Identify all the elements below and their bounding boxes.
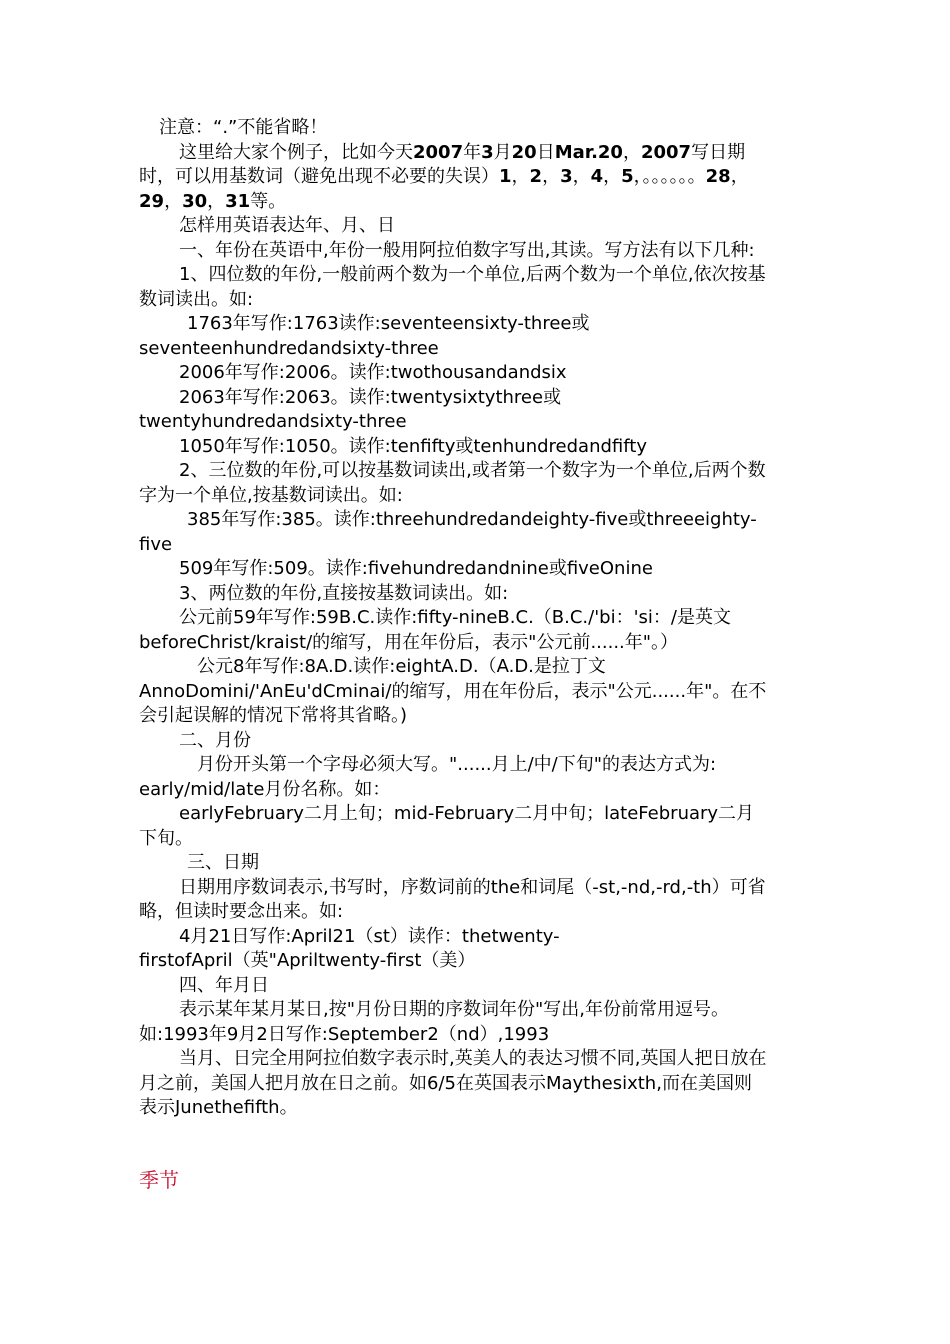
text-line-ex385a: [139, 508, 819, 533]
text-run: ，。。。。。。: [633, 166, 706, 187]
text-run: AnnoDomini/'AnEu'dCminai/的缩写，用在年份后，表示"公元......年"。在不: [139, 680, 767, 702]
text-run: 2006年写作:2006。读作:twothousandandsix: [179, 362, 567, 383]
text-line-ex2063a: [139, 386, 819, 411]
text-line-ex385b: [139, 533, 819, 558]
text-line-m1b: [139, 778, 819, 803]
text-line-howto: [139, 214, 819, 239]
text-run: 月之前，美国人把月放在日之前。如6/5在英国表示Maythesixth,而在美国则: [139, 1072, 752, 1094]
text-run: 385年写作:385。读作:threehundredandeighty-five或threeeighty-: [187, 509, 757, 530]
text-run: 略，但读时要念出来。如:: [139, 901, 344, 922]
bold-number: 29: [139, 190, 165, 212]
text-run: 公元8年写作:8A.D.读作:eightA.D.（A.D.是拉丁文: [197, 656, 606, 677]
text-line-sec3: [139, 851, 819, 876]
text-run: early/mid/late月份名称。如：: [139, 778, 391, 800]
text-line-bc59a: [139, 606, 819, 631]
text-run: 日: [536, 141, 555, 163]
text-run: ，: [622, 141, 641, 163]
text-line-note: [139, 116, 819, 141]
text-run: 数词读出。如:: [139, 288, 254, 310]
text-run: 当月、日完全用阿拉伯数字表示时,英美人的表达习惯不同,英国人把日放在: [179, 1048, 767, 1069]
bold-number: 28: [705, 166, 731, 187]
text-run: 二、月份: [179, 729, 251, 751]
text-line-ymd4: [139, 1072, 819, 1097]
text-line-m2b: [139, 827, 819, 852]
bold-number: 20: [511, 141, 537, 163]
text-run: 表示Junethefifth。: [139, 1097, 298, 1118]
text-line-ymd3: [139, 1047, 819, 1072]
text-run: 公元前59年写作:59B.C.读作:fifty-nineB.C.（B.C./'bi：'si：/是英文: [179, 607, 731, 628]
bold-number: 5: [621, 166, 634, 187]
text-run: 如:1993年9月2日写作:September2（nd）,1993: [139, 1023, 550, 1045]
text-line-ymd1: [139, 998, 819, 1023]
text-run: 时，可以用基数词（避免出现不必要的失误）: [139, 166, 499, 187]
text-line-ex509: [139, 557, 819, 582]
document-body: [139, 116, 819, 1121]
text-run: 下旬。: [139, 827, 193, 849]
text-run: 509年写作:509。读作:fivehundredandnine或fiveOnine: [179, 558, 653, 579]
text-line-example1: [139, 141, 819, 166]
text-run: twentyhundredandsixty-three: [139, 411, 407, 432]
text-line-m2a: [139, 802, 819, 827]
text-run: 写日期: [691, 141, 746, 163]
text-line-y4a: [139, 263, 819, 288]
text-line-ex1763a: [139, 312, 819, 337]
text-line-bc59b: [139, 631, 819, 656]
text-run: 3、两位数的年份,直接按基数词读出。如:: [179, 582, 509, 604]
text-run: 四、年月日: [179, 974, 269, 996]
text-line-ex1763b: [139, 337, 819, 362]
text-run: seventeenhundredandsixty-three: [139, 337, 439, 359]
text-run: firstofApril（英"Apriltwenty-first（美）: [139, 950, 476, 971]
text-line-d1a: [139, 876, 819, 901]
text-line-d2a: [139, 925, 819, 950]
text-run: ，: [164, 190, 183, 212]
text-run: 日期用序数词表示,书写时，序数词前的the和词尾（-st,-nd,-rd,-th）可省: [179, 876, 766, 898]
text-run: 1050年写作:1050。读作:tenfifty或tenhundredandfifty: [179, 435, 647, 457]
text-line-example2: [139, 165, 819, 190]
text-run: 会引起误解的情况下常将其省略。): [139, 705, 408, 726]
text-run: ，: [542, 166, 561, 187]
text-run: 月: [493, 141, 512, 163]
section-heading-seasons: 季节: [139, 1168, 179, 1192]
text-run: ，: [603, 166, 622, 187]
text-run: 月份开头第一个字母必须大写。"......月上/中/下旬"的表达方式为:: [197, 754, 717, 775]
text-line-ad8b: [139, 680, 819, 705]
text-run: 等。: [250, 190, 287, 212]
text-run: 注意：“.”不能省略！: [159, 117, 328, 138]
text-run: 1763年写作:1763读作:seventeensixty-three或: [187, 313, 590, 334]
text-line-sec4: [139, 974, 819, 999]
text-run: ，: [572, 166, 591, 187]
text-run: 2、三位数的年份,可以按基数词读出,或者第一个数字为一个单位,后两个数: [179, 460, 766, 481]
text-run: 这里给大家个例子，比如今天: [179, 141, 413, 163]
text-line-ex2006: [139, 361, 819, 386]
text-run: beforeChrist/kraist/的缩写，用在年份后，表示"公元前......年"。）: [139, 631, 679, 653]
bold-number: 2007: [640, 141, 692, 163]
text-line-y3b: [139, 484, 819, 509]
text-line-d2b: [139, 949, 819, 974]
text-run: 怎样用英语表达年、月、日: [179, 215, 395, 236]
text-run: ，: [511, 166, 530, 187]
bold-number: 3: [481, 141, 494, 163]
text-line-d1b: [139, 900, 819, 925]
text-run: 三、日期: [187, 852, 259, 873]
bold-number: Mar.20: [554, 141, 623, 163]
text-run: 字为一个单位,按基数词读出。如:: [139, 484, 403, 506]
bold-number: 30: [182, 190, 208, 212]
text-run: 1、四位数的年份,一般前两个数为一个单位,后两个数为一个单位,依次按基: [179, 264, 766, 285]
bold-number: 31: [225, 190, 251, 212]
text-line-y2: [139, 582, 819, 607]
text-line-sec2: [139, 729, 819, 754]
text-line-y3a: [139, 459, 819, 484]
text-run: ，: [730, 166, 749, 187]
text-line-ex1050: [139, 435, 819, 460]
text-line-ymd2: [139, 1023, 819, 1048]
bold-number: 2: [529, 166, 543, 187]
text-line-ad8a: [139, 655, 819, 680]
text-line-ymd5: [139, 1096, 819, 1121]
bold-number: 4: [590, 166, 604, 187]
text-run: 2063年写作:2063。读作:twentysixtythree或: [179, 386, 562, 408]
text-run: earlyFebruary二月上旬；mid-February二月中旬；lateFebruary二月: [179, 803, 755, 824]
text-line-sec1: [139, 239, 819, 264]
text-run: five: [139, 533, 173, 555]
text-line-ad8c: [139, 704, 819, 729]
text-run: 4月21日写作:April21（st）读作：thetwenty-: [179, 925, 560, 947]
text-run: 一、年份在英语中,年份一般用阿拉伯数字写出,其读。写方法有以下几种:: [179, 239, 755, 261]
bold-number: 1: [499, 166, 512, 187]
bold-number: 2007: [413, 141, 464, 163]
text-line-example3: [139, 190, 819, 215]
text-line-m1a: [139, 753, 819, 778]
text-line-ex2063b: [139, 410, 819, 435]
text-run: 年: [463, 141, 482, 163]
bold-number: 3: [560, 166, 573, 187]
text-run: ，: [207, 190, 226, 212]
text-line-y4b: [139, 288, 819, 313]
text-run: 表示某年某月某日,按"月份日期的序数词年份"写出,年份前常用逗号。: [179, 999, 729, 1020]
